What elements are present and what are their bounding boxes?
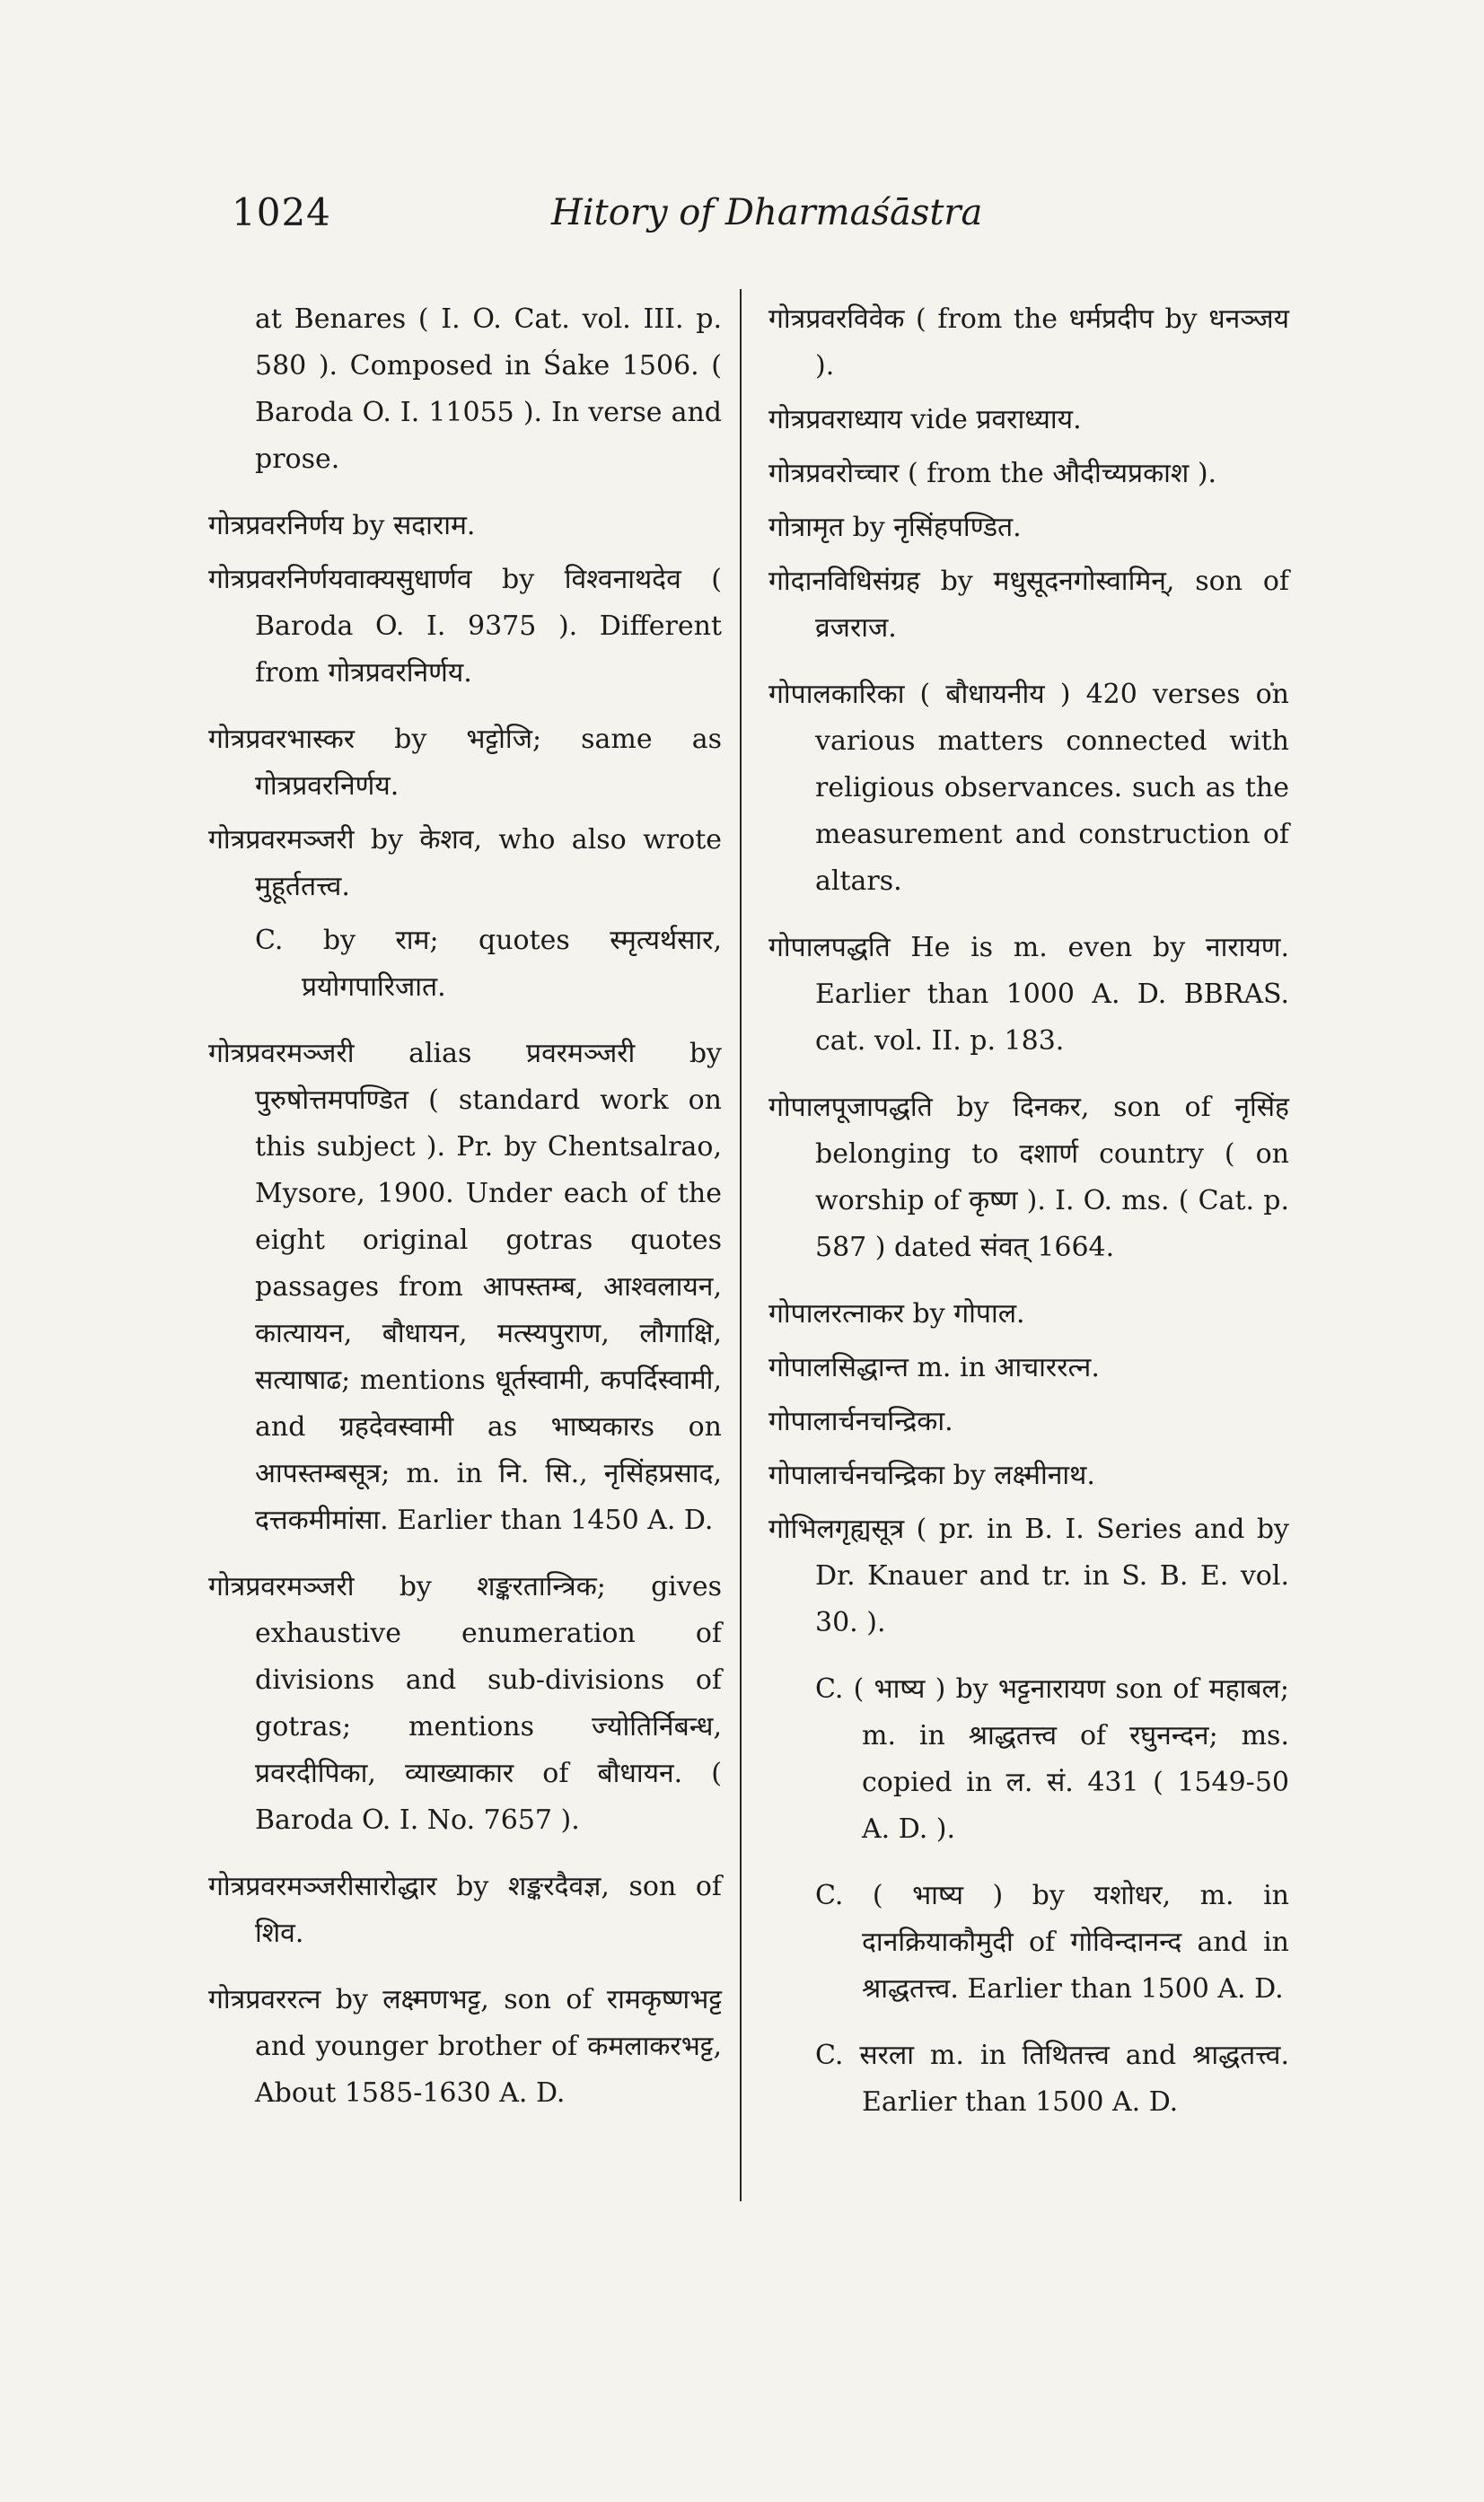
entry-manjari-commentary: C. by राम; quotes स्मृत्यर्थसार, प्रयोगपारिजात. bbox=[255, 925, 722, 1003]
entry-gopalasiddhanta: गोपालसिद्धान्त m. in आचाररत्न. bbox=[768, 1352, 1100, 1383]
entry-godanavidhi: गोदानविधिसंग्रह by मधुसूदनगोस्वामिन्, son of व्रजराज. bbox=[768, 566, 1289, 644]
left-column bbox=[208, 296, 722, 2137]
entry-manjari-purushottama: गोत्रप्रवरमञ्जरी alias प्रवरमञ्जरी by पुरुषोत्तमपण्डित ( standard work on this subject ). Pr. by Chentsalrao, Mysore, 1900. Under each of the eight original gotras quotes passages from आपस्तम्ब, आश्वलायन, कात्यायन, बौधायन, मत्स्यपुराण, लौगाक्षि, सत्याषाढ; mentions धूर्तस्वामी, कपर्दिस्वामी, and ग्रहदेवस्वामी as भाष्यकारs on आपस्तम्बसूत्र; m. in नि. सि., नृसिंहप्रसाद, दत्तकमीमांसा. Earlier than 1450 A. D. bbox=[208, 1038, 722, 1536]
entry-gopalakarika: गोपालकारिका ( बौधायनीय ) 420 verses on various matters connected with religious observances. such as the measurement and construction of altars. bbox=[768, 679, 1289, 897]
entry-gopalapujapaddhati: गोपालपूजापद्धति by दिनकर, son of नृसिंह belonging to दशार्ण country ( on worship of कृष्ण ). I. O. ms. ( Cat. p. 587 ) dated संवत् 1664. bbox=[768, 1092, 1289, 1263]
entry-bhashya-yashodhara: C. ( भाष्य ) by यशोधर, m. in दानक्रियाकौमुदी of गोविन्दानन्द and in श्राद्धतत्त्व. Earlier than 1500 A. D. bbox=[815, 1880, 1289, 2005]
entry-manjarisaroddhara: गोत्रप्रवरमञ्जरीसारोद्धार by शङ्करदैवज्ञ, son of शिव. bbox=[208, 1871, 722, 1949]
entry-gobhila-grihyasutra: गोभिलगृह्यसूत्र ( pr. in B. I. Series and by Dr. Knauer and tr. in S. B. E. vol. 30. ). bbox=[768, 1514, 1289, 1638]
entry-pravaroccara: गोत्रप्रवरोच्चार ( from the औदीच्यप्रकाश ). bbox=[768, 458, 1217, 489]
entry-gopalarcana-lakshminatha: गोपालार्चनचन्द्रिका by लक्ष्मीनाथ. bbox=[768, 1460, 1095, 1491]
entry-pravaradhyaya: गोत्रप्रवराध्याय vide प्रवराध्याय. bbox=[768, 404, 1082, 435]
entry-gopalarcana: गोपालार्चनचन्द्रिका. bbox=[768, 1406, 953, 1437]
entry-gotramrita: गोत्रामृत by नृसिंहपण्डित. bbox=[768, 512, 1022, 543]
entry-bhashya-bhattanarayana: C. ( भाष्य ) by भट्टनारायण son of महाबल; m. in श्राद्धतत्त्व of रघुनन्दन; ms. copied in ल. सं. 431 ( 1549-50 A. D. ). bbox=[815, 1673, 1289, 1845]
page-number: 1024 bbox=[232, 190, 331, 234]
entry-sarala: C. सरला m. in तिथितत्त्व and श्राद्धतत्त्व. Earlier than 1500 A. D. bbox=[815, 2040, 1289, 2118]
entry-gotrapravara-nirnaya: गोत्रप्रवरनिर्णय by सदाराम. bbox=[208, 510, 476, 541]
entry-bhaskara: गोत्रप्रवरभास्कर by भट्टोजि; same as गोत्रप्रवरनिर्णय. bbox=[208, 724, 722, 802]
entry-pravararatna: गोत्रप्रवररत्न by लक्ष्मणभट्ट, son of रामकृष्णभट्ट and younger brother of कमलाकरभट्ट, About 1585-1630 A. D. bbox=[208, 1984, 722, 2109]
entry-nirnaya-vakyasudharnava: गोत्रप्रवरनिर्णयवाक्यसुधार्णव by विश्वनाथदेव ( Baroda O. I. 9375 ). Different from गोत्रप्रवरनिर्णय. bbox=[208, 564, 722, 689]
entry-gopalaratnakara: गोपालरत्नाकर by गोपाल. bbox=[768, 1298, 1025, 1330]
entry-manjari-keshava: गोत्रप्रवरमञ्जरी by केशव, who also wrote मुहूर्ततत्त्व. bbox=[208, 824, 722, 902]
entry-gopalapaddhati: गोपालपद्धति He is m. even by नारायण. Earlier than 1000 A. D. BBRAS. cat. vol. II. p. 183. bbox=[768, 932, 1289, 1057]
entry-pravaraviveka: गोत्रप्रवरविवेक ( from the धर्मप्रदीप by धनञ्जय ). bbox=[768, 303, 1289, 382]
right-column bbox=[768, 296, 1289, 2146]
column-rule bbox=[740, 289, 742, 2201]
running-title: Hitory of Dharmaśāstra bbox=[551, 192, 983, 233]
continuation-text: at Benares ( I. O. Cat. vol. III. p. 580 ). Composed in Śake 1506. ( Baroda O. I. 11055 ). In verse and prose. bbox=[255, 303, 722, 475]
entry-manjari-shankara: गोत्रप्रवरमञ्जरी by शङ्करतान्त्रिक; gives exhaustive enumeration of divisions and sub-divisions of gotras; mentions ज्योतिर्निबन्ध, प्रवरदीपिका, व्याख्याकार of बौधायन. ( Baroda O. I. No. 7657 ). bbox=[208, 1571, 722, 1836]
